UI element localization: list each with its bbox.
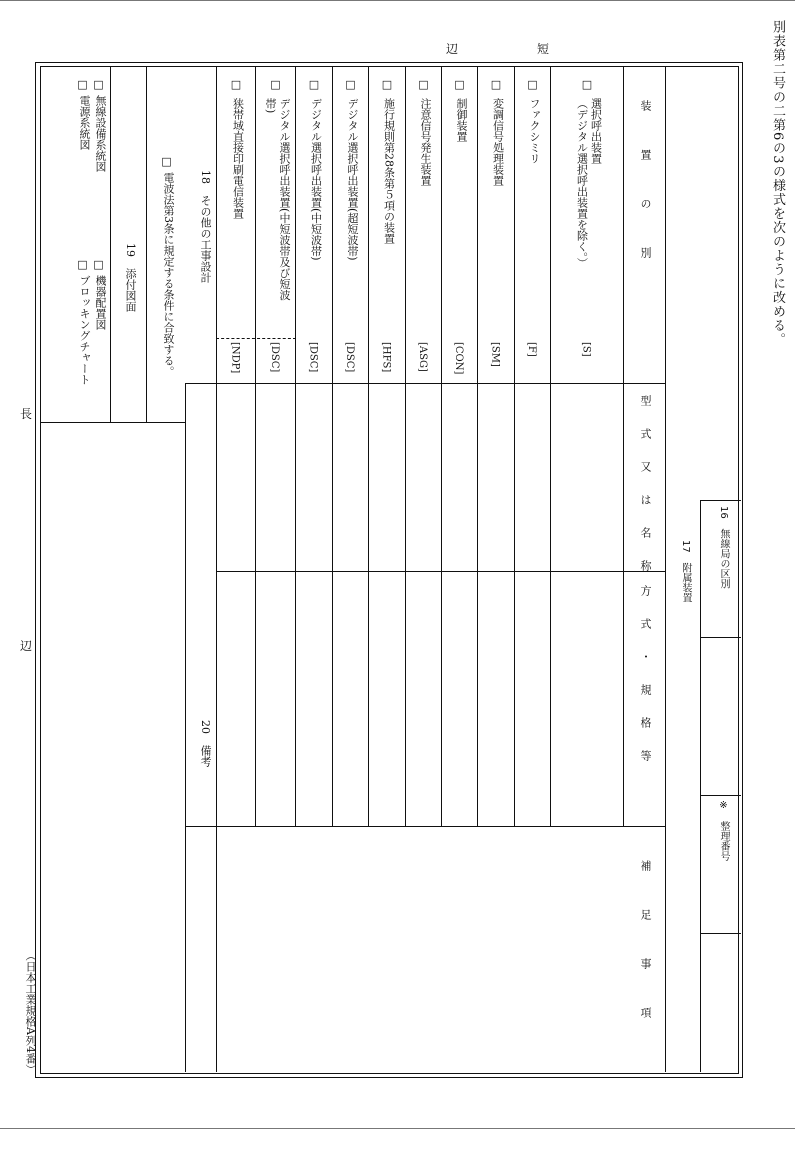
device-checkbox[interactable]: □ [380,78,394,91]
device-checkbox[interactable]: □ [453,78,466,91]
paper-size-note: （日本工業規格A列4番） [24,950,37,1075]
device-method-cell[interactable] [442,572,476,825]
device-name: 狭帯域直接印刷電信装置 [231,98,245,219]
device-name: 施行規則第28条第５項の装置 [382,98,396,244]
device-method-cell[interactable] [296,572,331,825]
attachment-power-diagram: 電源系統図 [78,95,91,150]
field-18-checkbox[interactable]: □ [160,155,173,168]
device-checkbox[interactable]: □ [269,78,282,91]
field-19-checkbox-2[interactable]: □ [76,78,89,91]
field-seiri-input[interactable] [702,935,739,1071]
attachment-system-diagram: 無線設備系統図 [94,95,107,172]
device-code: [DSC] [344,342,355,373]
field-19-checkbox-1[interactable]: □ [92,78,105,91]
margin-label-long: 長 [20,407,33,421]
device-name: デジタル選択呼出装置(超短波帯) [346,98,359,261]
device-checkbox[interactable]: □ [580,78,594,91]
device-method-cell[interactable] [217,572,254,825]
device-checkbox[interactable]: □ [489,78,503,91]
device-model-cell[interactable] [333,384,367,570]
device-notes-cell[interactable] [333,827,367,1071]
field-18-condition: 電波法第3条に規定する条件に合致する。 [162,172,175,377]
device-model-cell[interactable] [256,384,294,570]
column-header-model: 型式又は名称 [639,395,652,593]
device-code: [F] [526,342,537,357]
field-17-label: 17 附属装置 [680,540,691,603]
field-18-label: 18 その他の工事設計 [199,170,212,283]
field-19-label: 19 添付図面 [124,243,137,312]
device-name: ファクシミリ [528,98,541,164]
device-method-cell[interactable] [515,572,549,825]
attachment-layout-diagram: 機器配置図 [94,275,107,330]
field-19-checkbox-4[interactable]: □ [76,258,89,271]
header-note: 別表第二号の二第6の3の様式を次のように改める。 [770,20,785,347]
device-notes-cell[interactable] [369,827,404,1071]
margin-label-long-edge: 辺 [20,639,33,653]
device-notes-cell[interactable] [217,827,254,1071]
device-model-cell[interactable] [515,384,549,570]
device-code: [DSC] [307,342,319,373]
device-name-continued: （デジタル選択呼出装置を除く。） [575,98,589,269]
device-notes-cell[interactable] [442,827,476,1071]
device-checkbox[interactable]: □ [417,78,430,91]
device-code: [CON] [453,342,464,375]
device-checkbox[interactable]: □ [229,78,243,91]
device-model-cell[interactable] [551,384,622,570]
device-code: [DSC] [269,342,280,373]
device-method-cell[interactable] [256,572,294,825]
device-notes-cell[interactable] [256,827,294,1071]
device-notes-cell[interactable] [296,827,331,1071]
field-seiri-label: ※ 整理番号 [718,800,729,861]
device-name: 変調信号処理装置 [491,98,505,186]
device-method-cell[interactable] [406,572,440,825]
device-method-cell[interactable] [551,572,622,825]
field-20-label: 20 備考 [199,720,212,767]
column-header-device-type: 装置の別 [639,100,652,296]
device-model-cell[interactable] [442,384,476,570]
device-code: [HFS] [380,342,392,373]
device-notes-cell[interactable] [406,827,440,1071]
column-header-method: 方式・規格等 [639,585,652,783]
device-name: デジタル選択呼出装置(中短波帯及び短波 [278,98,291,301]
device-method-cell[interactable] [333,572,367,825]
device-model-cell[interactable] [406,384,440,570]
device-name-continued: 帯) [264,98,277,114]
margin-label-short: 短 [537,42,550,56]
device-notes-cell[interactable] [551,827,622,1071]
attachment-block-chart: ブロッキングチャート [78,275,91,385]
device-name: 選択呼出装置 [589,98,603,164]
device-notes-cell[interactable] [478,827,513,1071]
column-header-notes: 補足事項 [639,860,652,1056]
device-method-cell[interactable] [478,572,513,825]
device-checkbox[interactable]: □ [526,78,539,91]
device-name: 制御装置 [455,98,468,142]
field-16-input[interactable] [702,639,739,793]
device-code: [S] [580,342,592,357]
device-name: デジタル選択呼出装置(中短波帯) [309,98,323,261]
device-code: [ASG] [417,342,428,372]
device-checkbox[interactable]: □ [344,78,357,91]
device-code: [SM] [489,342,501,367]
margin-label-edge: 辺 [446,42,459,56]
device-model-cell[interactable] [296,384,331,570]
device-notes-cell[interactable] [515,827,549,1071]
field-19-checkbox-3[interactable]: □ [92,258,105,271]
device-model-cell[interactable] [478,384,513,570]
device-model-cell[interactable] [217,384,254,570]
device-checkbox[interactable]: □ [307,78,321,91]
field-16-label: 16 無線局の区別 [718,506,729,589]
device-code: [NDP] [229,342,241,374]
device-name: 注意信号発生装置 [419,98,432,186]
device-model-cell[interactable] [369,384,404,570]
device-method-cell[interactable] [369,572,404,825]
